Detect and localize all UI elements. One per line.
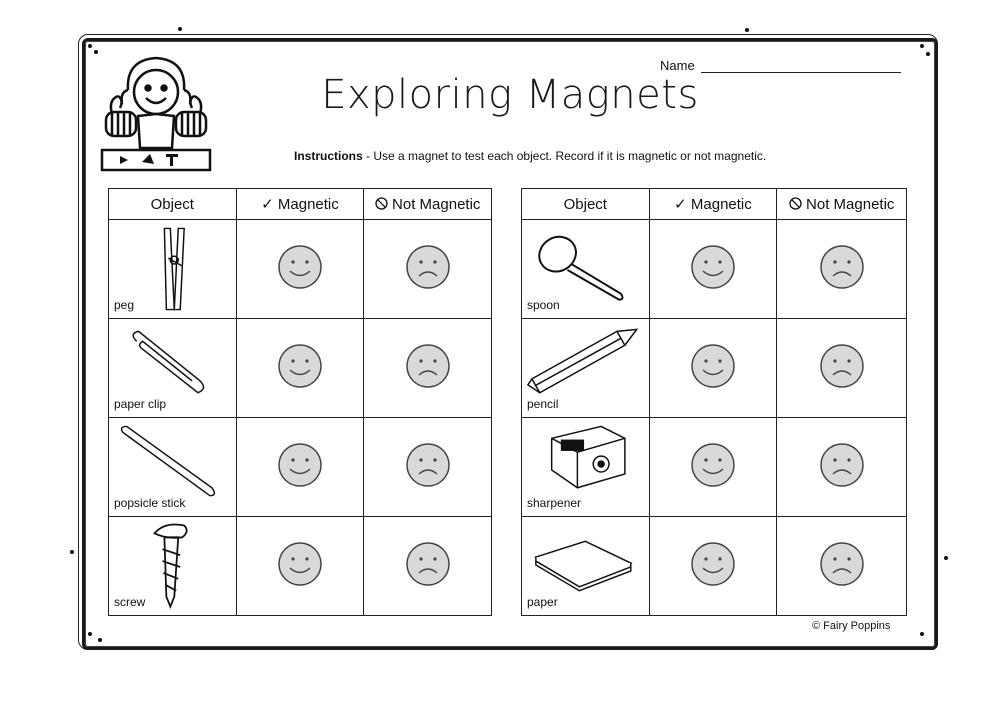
object-cell bbox=[522, 220, 650, 319]
decor-dot bbox=[745, 28, 749, 32]
decor-dot bbox=[178, 27, 182, 31]
not-magnetic-answer-cell[interactable] bbox=[364, 220, 492, 319]
check-icon: ✓ bbox=[674, 196, 687, 213]
object-label: screw bbox=[114, 595, 146, 609]
object-cell bbox=[109, 517, 237, 616]
not-magnetic-answer-cell[interactable] bbox=[777, 418, 907, 517]
decor-dot bbox=[944, 556, 948, 560]
instructions-text: - Use a magnet to test each object. Record if it is magnetic or not magnetic. bbox=[362, 149, 767, 163]
happy-face-icon[interactable] bbox=[277, 343, 323, 389]
happy-face-icon[interactable] bbox=[690, 541, 736, 587]
header-not-magnetic-label: Not Magnetic bbox=[392, 195, 481, 213]
object-label: popsicle stick bbox=[114, 496, 186, 510]
table-row bbox=[109, 220, 492, 319]
object-cell bbox=[522, 517, 650, 616]
decor-dot bbox=[920, 632, 924, 636]
table-row bbox=[109, 517, 492, 616]
header-magnetic-label: Magnetic bbox=[277, 196, 339, 213]
happy-face-icon[interactable] bbox=[277, 244, 323, 290]
table-row bbox=[109, 319, 492, 418]
not-magnetic-answer-cell[interactable] bbox=[777, 517, 907, 616]
name-field[interactable] bbox=[660, 58, 901, 73]
not-magnetic-answer-cell[interactable] bbox=[777, 220, 907, 319]
object-label: spoon bbox=[527, 298, 560, 312]
object-cell bbox=[522, 418, 650, 517]
no-symbol-icon bbox=[789, 197, 802, 210]
happy-face-icon[interactable] bbox=[277, 442, 323, 488]
decor-dot bbox=[88, 632, 92, 636]
header-magnetic bbox=[236, 189, 364, 220]
table-row bbox=[522, 319, 907, 418]
header-object: Object bbox=[522, 189, 650, 220]
table-header-row bbox=[522, 189, 907, 220]
sad-face-icon[interactable] bbox=[405, 442, 451, 488]
table-row bbox=[109, 418, 492, 517]
happy-face-icon[interactable] bbox=[277, 541, 323, 587]
object-label: paper clip bbox=[114, 397, 167, 411]
magnetic-answer-cell[interactable] bbox=[236, 517, 364, 616]
header-not-magnetic bbox=[364, 189, 492, 220]
page-title: Exploring Magnets bbox=[321, 72, 699, 118]
sad-face-icon[interactable] bbox=[819, 343, 865, 389]
happy-face-icon[interactable] bbox=[690, 343, 736, 389]
sad-face-icon[interactable] bbox=[405, 343, 451, 389]
object-cell bbox=[109, 319, 237, 418]
table-row bbox=[522, 517, 907, 616]
instructions bbox=[294, 149, 766, 163]
right-object-table bbox=[521, 188, 907, 616]
check-icon: ✓ bbox=[261, 196, 274, 213]
name-blank-line bbox=[701, 72, 901, 73]
sad-face-icon[interactable] bbox=[405, 541, 451, 587]
table-header-row bbox=[109, 189, 492, 220]
instructions-label: Instructions bbox=[294, 149, 363, 163]
no-symbol-icon bbox=[375, 197, 388, 210]
table-row bbox=[522, 418, 907, 517]
magnetic-answer-cell[interactable] bbox=[649, 319, 777, 418]
magnetic-answer-cell[interactable] bbox=[236, 319, 364, 418]
sad-face-icon[interactable] bbox=[819, 244, 865, 290]
table-row bbox=[522, 220, 907, 319]
copyright-credit: © Fairy Poppins bbox=[812, 620, 891, 632]
not-magnetic-answer-cell[interactable] bbox=[364, 319, 492, 418]
decor-dot bbox=[98, 638, 102, 642]
not-magnetic-answer-cell[interactable] bbox=[364, 517, 492, 616]
magnetic-answer-cell[interactable] bbox=[236, 220, 364, 319]
decor-dot bbox=[926, 52, 930, 56]
magnetic-answer-cell[interactable] bbox=[649, 220, 777, 319]
name-label: Name bbox=[660, 58, 695, 73]
object-cell bbox=[522, 319, 650, 418]
header-not-magnetic bbox=[777, 189, 907, 220]
header-object: Object bbox=[109, 189, 237, 220]
left-object-table bbox=[108, 188, 492, 616]
object-cell bbox=[109, 418, 237, 517]
object-label: peg bbox=[114, 298, 135, 312]
sad-face-icon[interactable] bbox=[405, 244, 451, 290]
not-magnetic-answer-cell[interactable] bbox=[777, 319, 907, 418]
decor-dot bbox=[920, 44, 924, 48]
magnetic-answer-cell[interactable] bbox=[649, 418, 777, 517]
scientist-mascot-icon bbox=[98, 50, 214, 176]
happy-face-icon[interactable] bbox=[690, 244, 736, 290]
decor-dot bbox=[88, 44, 92, 48]
object-cell bbox=[109, 220, 237, 319]
object-label: pencil bbox=[527, 397, 559, 411]
decor-dot bbox=[70, 550, 74, 554]
sad-face-icon[interactable] bbox=[819, 442, 865, 488]
magnetic-answer-cell[interactable] bbox=[649, 517, 777, 616]
object-label: paper bbox=[527, 595, 558, 609]
object-label: sharpener bbox=[527, 496, 582, 510]
happy-face-icon[interactable] bbox=[690, 442, 736, 488]
header-not-magnetic-label: Not Magnetic bbox=[806, 195, 895, 213]
header-magnetic-label: Magnetic bbox=[690, 196, 752, 213]
header-magnetic bbox=[649, 189, 777, 220]
not-magnetic-answer-cell[interactable] bbox=[364, 418, 492, 517]
magnetic-answer-cell[interactable] bbox=[236, 418, 364, 517]
sad-face-icon[interactable] bbox=[819, 541, 865, 587]
